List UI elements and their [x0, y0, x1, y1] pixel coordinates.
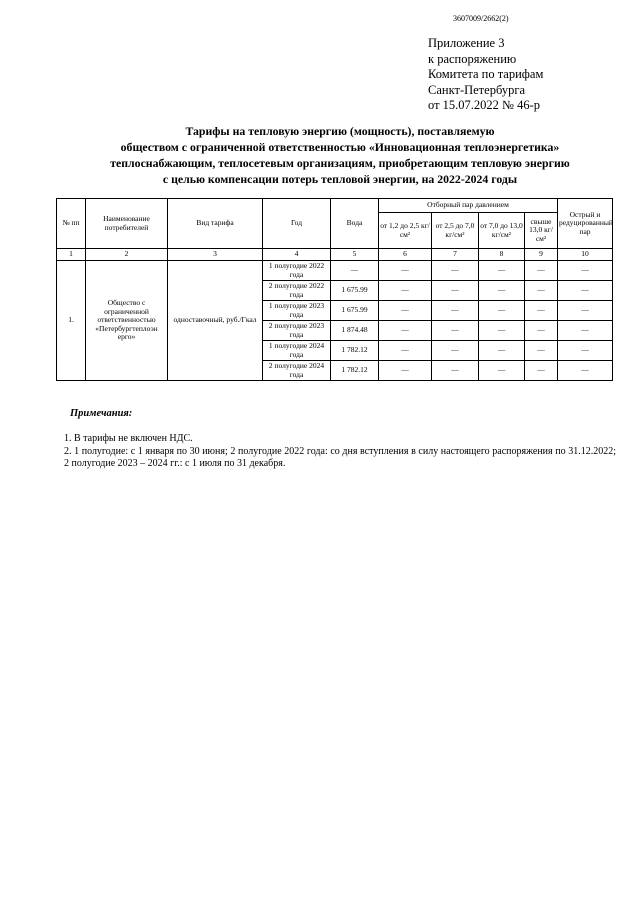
header-year: Год [263, 199, 331, 249]
steam-1-value: — [379, 361, 432, 381]
water-value: 1 874.48 [331, 321, 379, 341]
steam-4-value: — [525, 301, 558, 321]
period-cell: 2 полугодие 2022 года [263, 281, 331, 301]
steam-4-value: — [525, 261, 558, 281]
period-cell: 2 полугодие 2023 года [263, 321, 331, 341]
header-water: Вода [331, 199, 379, 249]
steam-1-value: — [379, 341, 432, 361]
sharp-steam-value: — [558, 281, 613, 301]
notes-block [64, 433, 616, 471]
appendix-line: от 15.07.2022 № 46-р [428, 98, 541, 112]
steam-4-value: — [525, 281, 558, 301]
header-tariff-type: Вид тарифа [168, 199, 263, 249]
column-number: 9 [525, 249, 558, 261]
water-value: 1 782.12 [331, 341, 379, 361]
steam-3-value: — [479, 281, 525, 301]
steam-4-value: — [525, 341, 558, 361]
water-value: — [331, 261, 379, 281]
steam-3-value: — [479, 361, 525, 381]
steam-2-value: — [432, 341, 479, 361]
steam-1-value: — [379, 301, 432, 321]
steam-2-value: — [432, 321, 479, 341]
header-pressure-4: свыше 13,0 кг/см² [525, 213, 558, 249]
appendix-line: Санкт-Петербурга [428, 82, 526, 97]
header-pressure-3: от 7,0 до 13,0 кг/см² [479, 213, 525, 249]
sharp-steam-value: — [558, 321, 613, 341]
title-line: с целью компенсации потерь тепловой энергии, на 2022-2024 годы [162, 172, 518, 186]
period-cell: 2 полугодие 2024 года [263, 361, 331, 381]
note-item: 2. 1 полугодие: с 1 января по 30 июня; 2 полугодие 2022 года: со дня вступления в силу настоящего распоряжения по 31.12.2022; 2 полугодие 2023 – 2024 гг.: с 1 июля по 31 декабря. [64, 446, 616, 469]
tariff-table [56, 198, 613, 381]
steam-3-value: — [479, 321, 525, 341]
column-number: 7 [432, 249, 479, 261]
steam-1-value: — [379, 321, 432, 341]
steam-3-value: — [479, 341, 525, 361]
steam-2-value: — [432, 301, 479, 321]
period-cell: 1 полугодие 2024 года [263, 341, 331, 361]
column-number: 2 [86, 249, 168, 261]
sharp-steam-value: — [558, 361, 613, 381]
column-number: 8 [479, 249, 525, 261]
header-sharp-steam: Острый и редуцированный пар [558, 199, 613, 249]
column-number: 10 [558, 249, 613, 261]
appendix-line: Комитета по тарифам [428, 67, 544, 81]
header-steam-group: Отборный пар давлением [379, 199, 558, 213]
title-line: теплоснабжающим, теплосетевым организациям, приобретающим тепловую энергию [110, 156, 570, 170]
column-number: 4 [263, 249, 331, 261]
header-pressure-1: от 1,2 до 2,5 кг/см² [379, 213, 432, 249]
title-line: Тарифы на тепловую энергию (мощность), поставляемую [185, 124, 495, 138]
steam-1-value: — [379, 261, 432, 281]
appendix-line: к распоряжению [428, 51, 517, 66]
document-title [40, 123, 640, 187]
title-line: обществом с ограниченной ответственностью «Инновационная теплоэнергетика» [120, 140, 560, 154]
column-number: 1 [57, 249, 86, 261]
tariff-type: одноставочный, руб./Гкал [168, 261, 263, 381]
steam-4-value: — [525, 361, 558, 381]
steam-1-value: — [379, 281, 432, 301]
appendix-line: Приложение 3 [428, 36, 505, 50]
header-num: № пп [57, 199, 86, 249]
water-value: 1 782.12 [331, 361, 379, 381]
steam-2-value: — [432, 261, 479, 281]
header-consumer: Наименование потребителей [86, 199, 168, 249]
consumer-name: Общество с ограниченной ответственностью «Петербургтеплоэн ерго» [86, 261, 168, 381]
sharp-steam-value: — [558, 301, 613, 321]
appendix-block [428, 36, 543, 114]
steam-2-value: — [432, 281, 479, 301]
period-cell: 1 полугодие 2023 года [263, 301, 331, 321]
note-item: 1. В тарифы не включен НДС. [64, 433, 193, 444]
column-number: 6 [379, 249, 432, 261]
column-numbers-row [57, 249, 613, 261]
table-row [57, 261, 613, 281]
document-number: 3607009/2662(2) [453, 14, 509, 23]
header-pressure-2: от 2,5 до 7,0 кг/см² [432, 213, 479, 249]
sharp-steam-value: — [558, 261, 613, 281]
column-number: 5 [331, 249, 379, 261]
steam-2-value: — [432, 361, 479, 381]
notes-heading: Примечания: [70, 408, 133, 419]
steam-3-value: — [479, 301, 525, 321]
water-value: 1 675.99 [331, 301, 379, 321]
row-number: 1. [57, 261, 86, 381]
period-cell: 1 полугодие 2022 года [263, 261, 331, 281]
steam-3-value: — [479, 261, 525, 281]
column-number: 3 [168, 249, 263, 261]
water-value: 1 675.99 [331, 281, 379, 301]
sharp-steam-value: — [558, 341, 613, 361]
steam-4-value: — [525, 321, 558, 341]
